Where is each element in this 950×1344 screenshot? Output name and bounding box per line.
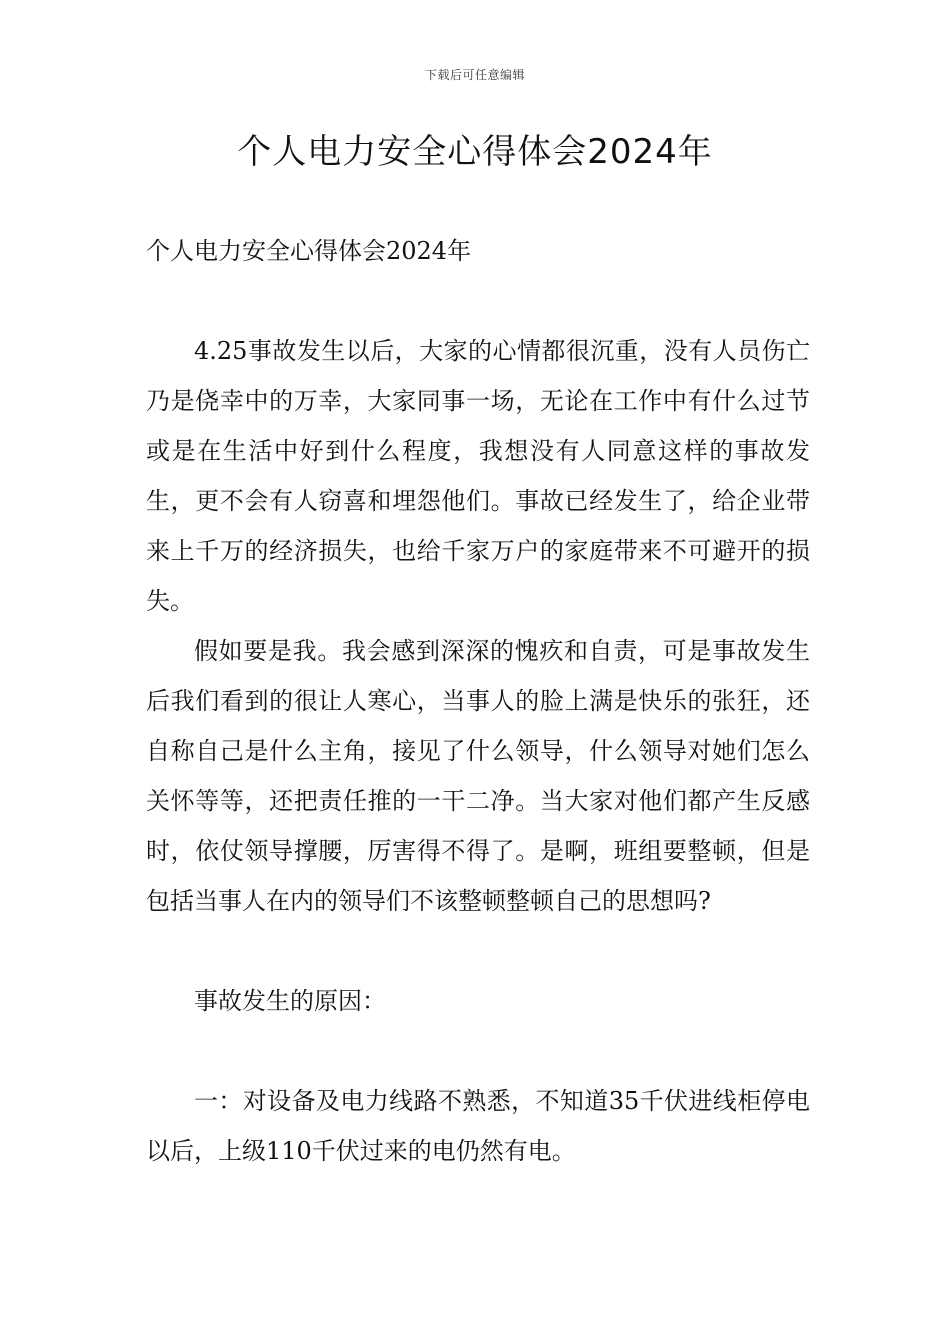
paragraph-cause-one: 一：对设备及电力线路不熟悉，不知道35千伏进线柜停电以后，上级110千伏过来的电仍然有电。 [146, 1087, 810, 1165]
paragraph-personal-reflection: 假如要是我。我会感到深深的愧疚和自责，可是事故发生后我们看到的很让人寒心，当事人的脸上满是快乐的张狂，还自称自己是什么主角，接见了什么领导，什么领导对她们怎么关怀等等，还把责任推的一干二净。当大家对他们都产生反感时，依仗领导撑腰，厉害得不得了。是啊，班组要整顿，但是包括当事人在内的领导们不该整顿整顿自己的思想吗? [146, 637, 810, 915]
document-body [146, 226, 810, 1176]
document-title: 个人电力安全心得体会2024年 [237, 132, 713, 172]
header-note: 下载后可任意编辑 [424, 68, 525, 82]
paragraph-cause-heading: 事故发生的原因： [194, 987, 386, 1015]
document-subtitle: 个人电力安全心得体会2024年 [146, 237, 472, 265]
paragraph-accident-summary: 4.25事故发生以后，大家的心情都很沉重，没有人员伤亡乃是侥幸中的万幸，大家同事一场，无论在工作中有什么过节或是在生活中好到什么程度，我想没有人同意这样的事故发生，更不会有人窃喜和埋怨他们。事故已经发生了，给企业带来上千万的经济损失，也给千家万户的家庭带来不可避开的损失。 [146, 337, 810, 615]
